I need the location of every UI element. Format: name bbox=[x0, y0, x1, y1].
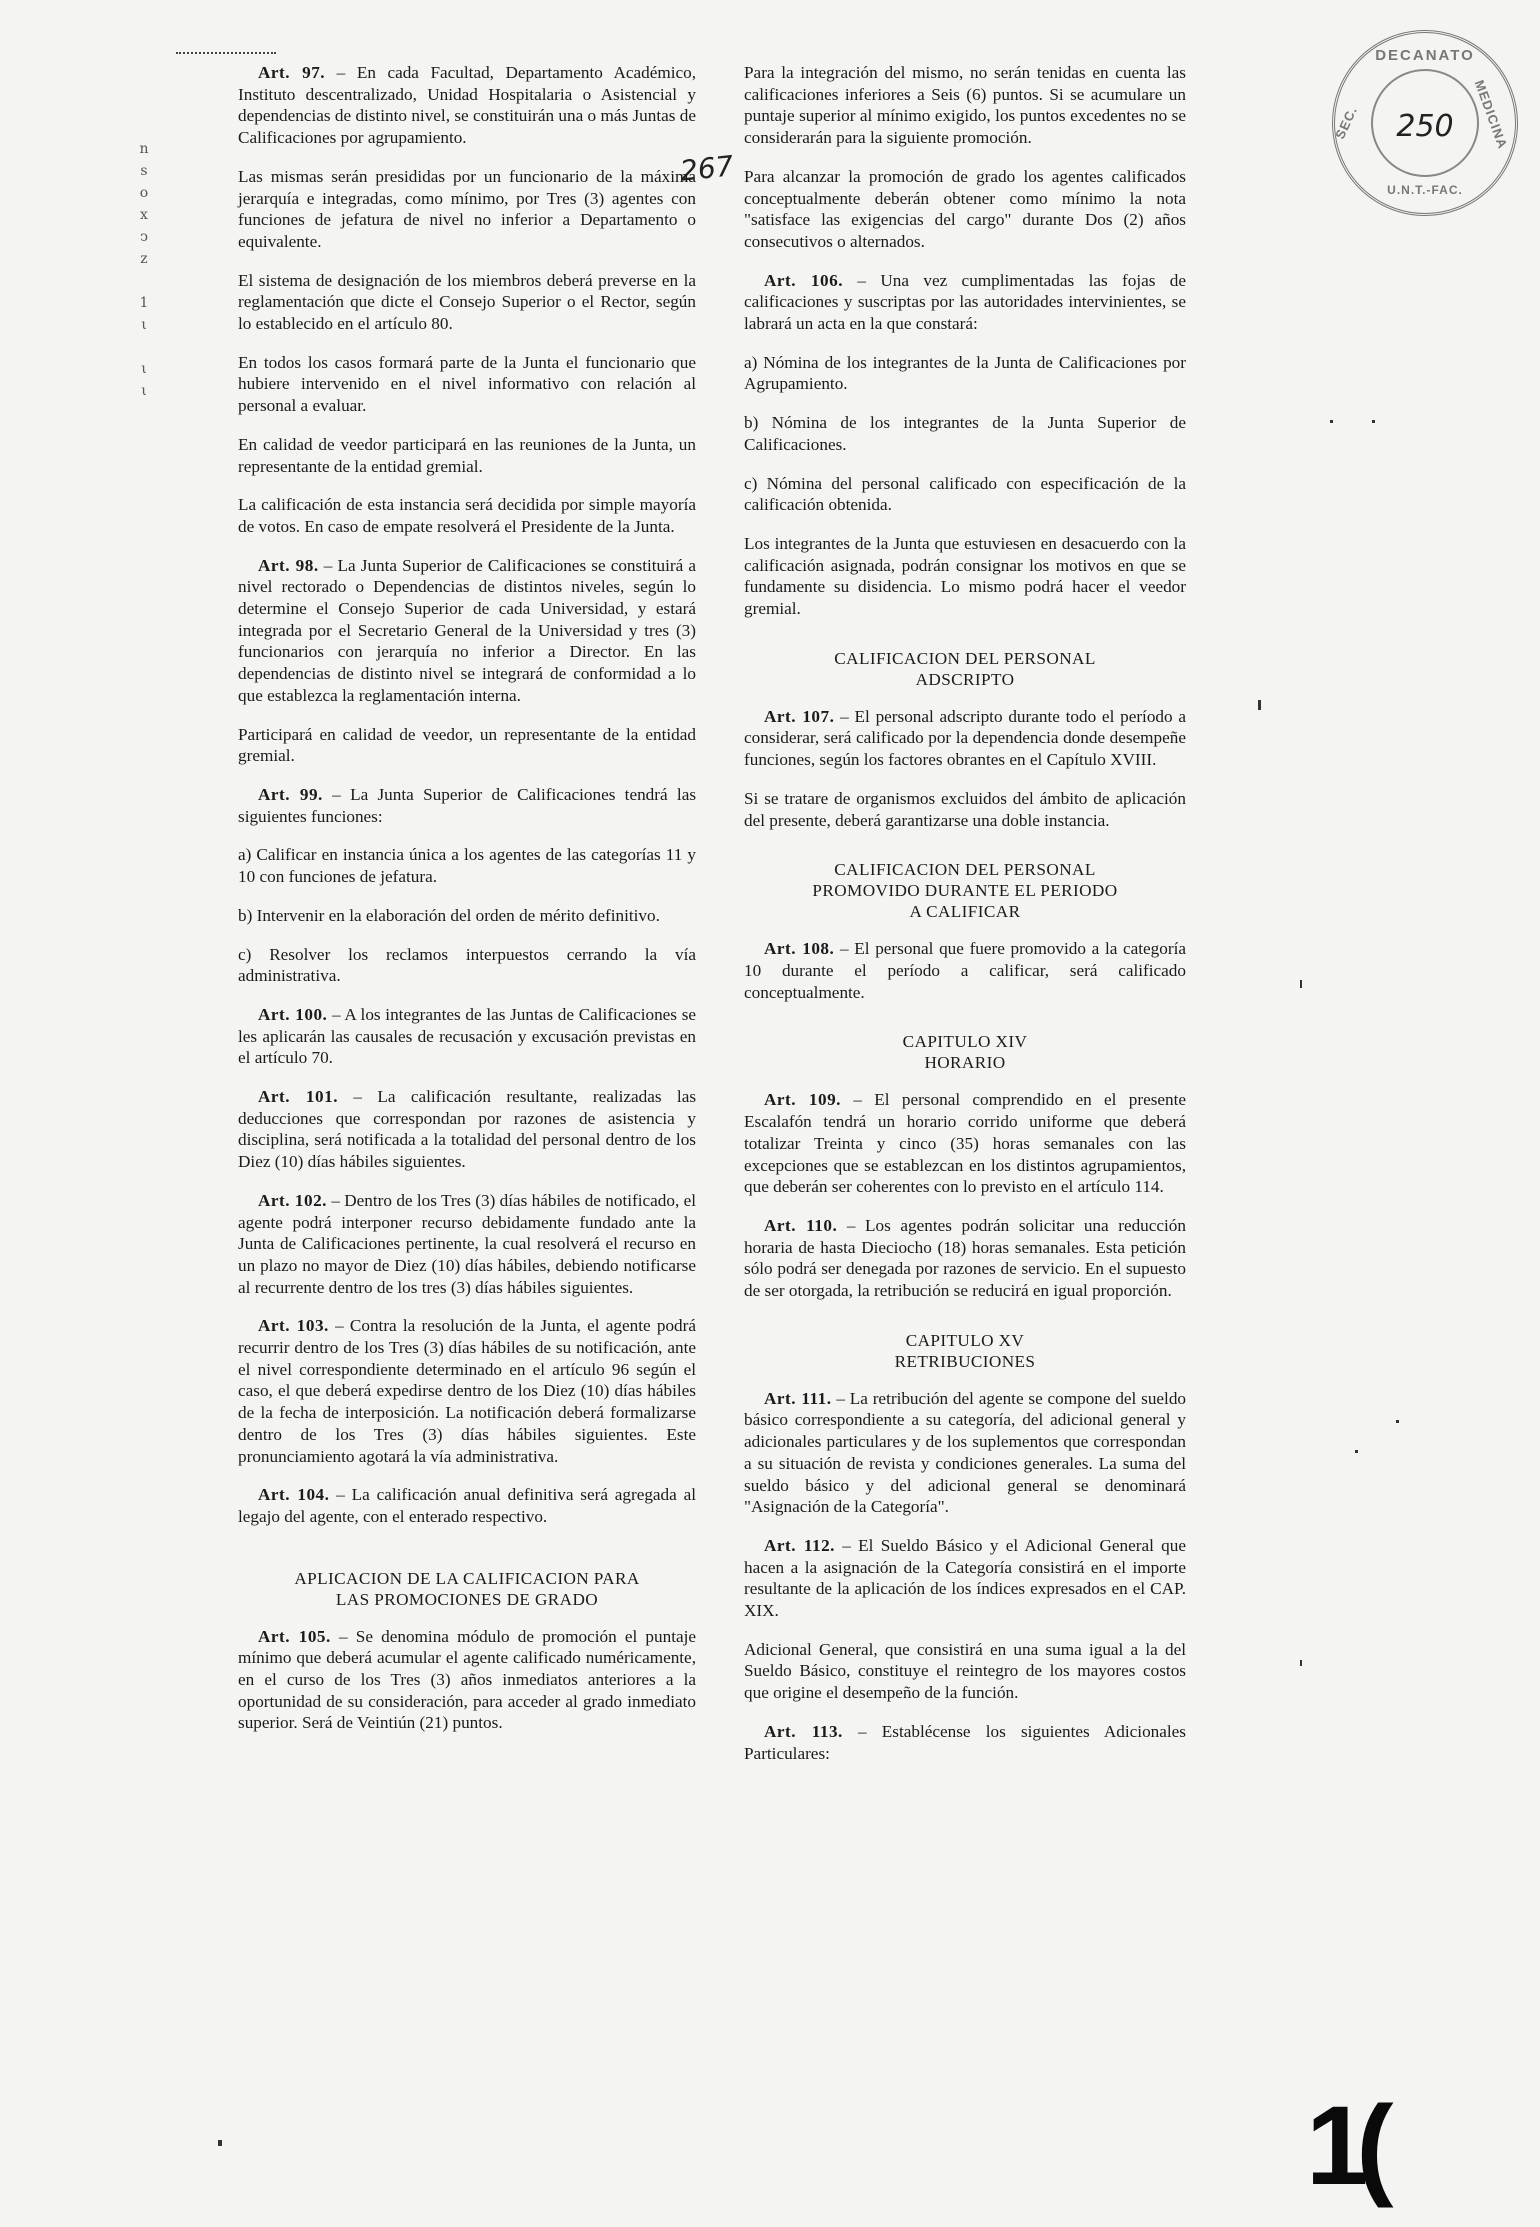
paragraph: En calidad de veedor participará en las reuniones de la Junta, un representante de la entidad gremial. bbox=[238, 434, 696, 476]
heading-line: APLICACION DE LA CALIFICACION PARA bbox=[294, 1568, 640, 1588]
article-label: Art. 107. bbox=[764, 706, 835, 726]
section-heading-aplicacion bbox=[238, 1568, 696, 1610]
scan-speck bbox=[1300, 1660, 1302, 1666]
handwritten-folio: 267 bbox=[678, 149, 736, 188]
scan-speck bbox=[1300, 980, 1302, 988]
article-text: – Establécense los siguientes Adicionales Particulares: bbox=[744, 1721, 1186, 1763]
article-text: – La Junta Superior de Calificaciones se constituirá a nivel rectorado o Dependencias de distintos niveles, según lo determine el Consejo Superior de cada Universidad, y estará integrada por el Secretario General de la Universidad y tres (3) funcionarios con jerarquía no inferior a Director. En las dependencias de distinto nivel se integrará de conformidad a lo que establezca la reglamentación interna. bbox=[238, 555, 696, 705]
heading-line: LAS PROMOCIONES DE GRADO bbox=[335, 1589, 599, 1609]
article-102 bbox=[238, 1190, 696, 1299]
section-heading-adscripto bbox=[744, 648, 1186, 690]
handwritten-page-mark: 1( bbox=[1306, 2083, 1382, 2208]
article-98 bbox=[238, 555, 696, 707]
article-103 bbox=[238, 1315, 696, 1467]
list-item: a) Calificar en instancia única a los agentes de las categorías 11 y 10 con funciones de jefatura. bbox=[238, 845, 696, 887]
article-label: Art. 101. bbox=[258, 1087, 339, 1107]
article-text: – El personal que fuere promovido a la categoría 10 durante el período a calificar, será calificado conceptualmente. bbox=[744, 939, 1186, 1002]
article-text: – La Junta Superior de Calificaciones tendrá las siguientes funciones: bbox=[238, 784, 697, 826]
article-label: Art. 111. bbox=[764, 1388, 832, 1408]
article-text: – El personal comprendido en el presente Escalafón tendrá un horario corrido uniforme que deberá totalizar Treinta y cinco (35) horas semanales con las excepciones que se establezcan en los distintos agrupamientos, que deberán ser coherentes con lo previsto en el artículo 114. bbox=[744, 1090, 1187, 1197]
article-label: Art. 106. bbox=[764, 270, 844, 290]
paragraph: Participará en calidad de veedor, un representante de la entidad gremial. bbox=[238, 724, 696, 766]
stamp-left-text: SEC. bbox=[1332, 103, 1361, 142]
list-item: b) Intervenir en la elaboración del orden de mérito definitivo. bbox=[238, 905, 660, 925]
article-106 bbox=[744, 270, 1186, 335]
scan-dotted-mark bbox=[176, 52, 276, 54]
heading-line: ADSCRIPTO bbox=[915, 669, 1015, 689]
article-label: Art. 103. bbox=[258, 1316, 329, 1336]
article-label: Art. 113. bbox=[764, 1721, 843, 1741]
article-text: – Una vez cumplimentadas las fojas de calificaciones y suscriptas por las autoridades intervinientes, se labrará un acta en la que constará: bbox=[744, 270, 1187, 334]
article-text: – Dentro de los Tres (3) días hábiles de notificado, el agente podrá interponer recurso debidamente fundado ante la Junta de Calificaciones pertinente, la cual resolverá el recurso en un plazo no mayor de Diez (10) días hábiles, debiendo notificarse al recurrente dentro de los tres (3) días hábiles siguientes. bbox=[238, 1190, 696, 1297]
heading-line: CAPITULO XV bbox=[905, 1330, 1025, 1350]
paragraph: Adicional General, que consistirá en una suma igual a la del Sueldo Básico, constituye el reintegro de los mayores costos que origine el desempeño de la función. bbox=[744, 1639, 1186, 1703]
article-label: Art. 100. bbox=[258, 1004, 328, 1024]
article-101 bbox=[238, 1086, 696, 1173]
article-text: – Los agentes podrán solicitar una reducción horaria de hasta Dieciocho (18) horas semanales. Esta petición sólo podrá ser denegada por razones de servicio. En el supuesto de ser otorgada, la retribución se reducirá en igual proporción. bbox=[744, 1215, 1186, 1301]
article-97 bbox=[238, 62, 696, 149]
article-108 bbox=[744, 938, 1186, 1003]
article-label: Art. 112. bbox=[764, 1535, 835, 1555]
article-107 bbox=[744, 706, 1186, 771]
article-text: – En cada Facultad, Departamento Académico, Instituto descentralizado, Unidad Hospitalaria o Asistencial y dependencias de distinto nivel, se constituirán una o más Juntas de Calificaciones por agrupamiento. bbox=[238, 63, 697, 148]
heading-line: CAPITULO XIV bbox=[902, 1032, 1028, 1052]
chapter-heading-15 bbox=[744, 1330, 1186, 1372]
section-heading-promovido bbox=[744, 859, 1186, 922]
article-text: – Se denomina módulo de promoción el puntaje mínimo que deberá acumular el agente calificado numéricamente, en el curso de los Tres (3) años inmediatos anteriores a la oportunidad de su consideración, para acceder al grado inmediato superior. Será de Veintiún (21) puntos. bbox=[238, 1626, 697, 1733]
scan-speck bbox=[1258, 700, 1261, 710]
scan-speck bbox=[1355, 1450, 1358, 1453]
heading-line: CALIFICACION DEL PERSONAL bbox=[834, 860, 1096, 880]
article-105 bbox=[238, 1626, 696, 1735]
heading-line: RETRIBUCIONES bbox=[894, 1351, 1036, 1371]
paragraph: La calificación de esta instancia será decidida por simple mayoría de votos. En caso de empate resolverá el Presidente de la Junta. bbox=[238, 495, 696, 536]
heading-line: CALIFICACION DEL PERSONAL bbox=[834, 648, 1096, 668]
article-text: – El personal adscripto durante todo el período a considerar, será calificado por la dependencia donde desempeñe funciones, según los factores obrantes en el Capítulo XVIII. bbox=[744, 706, 1186, 770]
heading-line: HORARIO bbox=[924, 1053, 1006, 1073]
paragraph: Las mismas serán presididas por un funcionario de la máxima jerarquía e integradas, como mínimo, por Tres (3) agentes con funciones de jefatura de nivel no inferior a Departamento o equivalente. bbox=[238, 166, 696, 251]
scan-speck bbox=[1396, 1420, 1399, 1423]
stamp-right-text: MEDICINA bbox=[1471, 77, 1511, 152]
heading-line: A CALIFICAR bbox=[909, 902, 1021, 922]
margin-marks: n s o x ↄ z 1 ι ι ι bbox=[139, 141, 149, 399]
article-text: – La calificación anual definitiva será agregada al legajo del agente, con el enterado respectivo. bbox=[238, 1485, 696, 1526]
article-label: Art. 109. bbox=[764, 1090, 841, 1110]
right-column bbox=[744, 62, 1186, 1781]
article-label: Art. 102. bbox=[258, 1190, 327, 1210]
article-104 bbox=[238, 1484, 696, 1527]
scan-speck bbox=[218, 2140, 222, 2146]
stamp-top-text: DECANATO bbox=[1375, 47, 1475, 64]
article-text: – Contra la resolución de la Junta, el agente podrá recurrir dentro de los Tres (3) días hábiles de su notificación, ante el nivel correspondiente determinado en el artículo 96 según el caso, el que deberá expedirse dentro de los Diez (10) días hábiles de la fecha de interposición. La notificación deberá formalizarse dentro de los Tres (3) días hábiles siguientes. Este pronunciamiento agotará la vía administrativa. bbox=[238, 1316, 696, 1466]
stamp-folio-number: 250 bbox=[1396, 109, 1454, 144]
list-item: a) Nómina de los integrantes de la Junta de Calificaciones por Agrupamiento. bbox=[744, 352, 1186, 394]
article-99 bbox=[238, 784, 696, 827]
list-item: c) Nómina del personal calificado con especificación de la calificación obtenida. bbox=[744, 473, 1186, 515]
scan-speck bbox=[1372, 420, 1375, 423]
article-label: Art. 104. bbox=[258, 1485, 330, 1505]
article-label: Art. 110. bbox=[764, 1215, 838, 1235]
paragraph: Para la integración del mismo, no serán tenidas en cuenta las calificaciones inferiores a Seis (6) puntos. Si se acumulare un puntaje superior al mínimo exigido, los puntos excedentes no se considerarán para la siguiente promoción. bbox=[744, 63, 1186, 148]
article-text: – El Sueldo Básico y el Adicional General que hacen a la asignación de la Categoría consistirá en el importe resultante de la aplicación de los índices expresados en el CAP. XIX. bbox=[744, 1535, 1186, 1621]
article-text: – A los integrantes de las Juntas de Calificaciones se les aplicarán las causales de recusación y excusación previstas en el artículo 70. bbox=[238, 1004, 697, 1068]
article-113 bbox=[744, 1721, 1186, 1764]
article-text: – La retribución del agente se compone del sueldo básico correspondiente a su categoría, del adicional general y adicionales particulares y de los suplementos que correspondan a su situación de revista y condiciones generales. La suma del sueldo básico y del adicional general se denominará "Asignación de la Categoría". bbox=[744, 1388, 1187, 1517]
article-112 bbox=[744, 1535, 1186, 1622]
article-109 bbox=[744, 1089, 1186, 1198]
list-item: b) Nómina de los integrantes de la Junta Superior de Calificaciones. bbox=[744, 413, 1186, 454]
paragraph: El sistema de designación de los miembros deberá preverse en la reglamentación que dicte el Consejo Superior o el Rector, según lo establecido en el artículo 80. bbox=[238, 270, 696, 334]
list-item: c) Resolver los reclamos interpuestos cerrando la vía administrativa. bbox=[238, 944, 696, 986]
faculty-stamp bbox=[1332, 30, 1518, 216]
paragraph: Si se tratare de organismos excluidos del ámbito de aplicación del presente, deberá garantizarse una doble instancia. bbox=[744, 788, 1186, 830]
heading-line: PROMOVIDO DURANTE EL PERIODO bbox=[812, 881, 1118, 901]
stamp-bottom-text: U.N.T.-FAC. bbox=[1387, 183, 1463, 197]
article-label: Art. 97. bbox=[258, 63, 326, 82]
paragraph: En todos los casos formará parte de la Junta el funcionario que hubiere intervenido en el nivel informativo con relación al personal a evaluar. bbox=[238, 352, 696, 416]
article-label: Art. 105. bbox=[258, 1626, 331, 1646]
left-column bbox=[238, 62, 696, 1751]
paragraph: Los integrantes de la Junta que estuviesen en desacuerdo con la calificación asignada, podrán consignar los motivos en que se fundamente su disidencia. Lo mismo podrá hacer el veedor gremial. bbox=[744, 533, 1186, 619]
article-label: Art. 108. bbox=[764, 939, 835, 959]
article-110 bbox=[744, 1215, 1186, 1302]
article-label: Art. 98. bbox=[258, 555, 319, 575]
paragraph: Para alcanzar la promoción de grado los agentes calificados conceptualmente deberán obtener como mínimo la nota "satisface las exigencias del cargo" durante Dos (2) años consecutivos o alternados. bbox=[744, 166, 1186, 251]
article-label: Art. 99. bbox=[258, 784, 323, 804]
article-100 bbox=[238, 1004, 696, 1069]
scan-speck bbox=[1330, 420, 1333, 423]
chapter-heading-14 bbox=[744, 1031, 1186, 1073]
article-text: – La calificación resultante, realizadas las deducciones que correspondan por razones de asistencia y disciplina, será notificada a la totalidad del personal dentro de los Diez (10) días hábiles siguientes. bbox=[238, 1087, 697, 1172]
article-111 bbox=[744, 1388, 1186, 1518]
